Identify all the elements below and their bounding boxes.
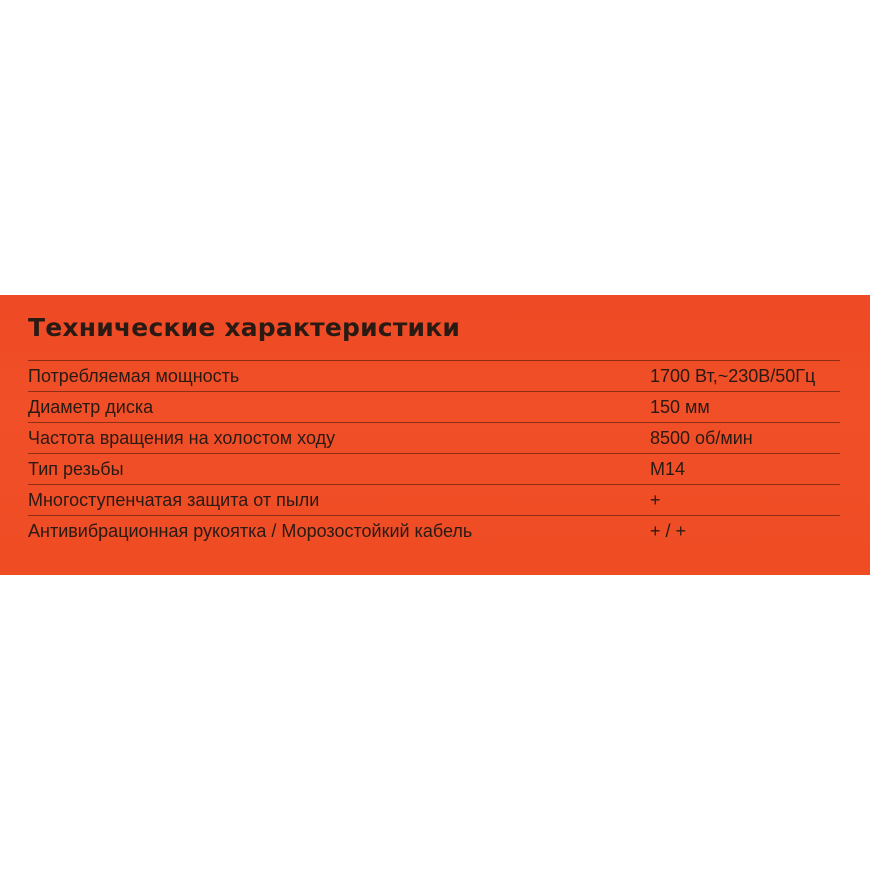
spec-row-power (28, 360, 840, 391)
spec-name: Многоступенчатая защита от пыли (28, 490, 320, 510)
spec-table (28, 360, 840, 546)
spec-row-thread-type (28, 453, 840, 484)
spec-value: M14 (650, 459, 686, 479)
spec-label-panel (0, 295, 870, 575)
spec-value: 1700 Вт,~230В/50Гц (650, 366, 816, 386)
spec-name: Частота вращения на холостом ходу (28, 428, 336, 448)
spec-value: 8500 об/мин (650, 428, 753, 448)
spec-name: Антивибрационная рукоятка / Морозостойкий кабель (28, 521, 473, 541)
spec-title: Технические характеристики (28, 313, 461, 342)
spec-name: Потребляемая мощность (28, 366, 240, 386)
spec-row-dust-protection (28, 484, 840, 515)
spec-value: + / + (650, 521, 687, 541)
spec-value: 150 мм (650, 397, 710, 417)
spec-row-antivibration-cable (28, 515, 840, 546)
spec-name: Диаметр диска (28, 397, 154, 417)
spec-row-idle-speed (28, 422, 840, 453)
spec-value: + (650, 490, 661, 510)
spec-name: Тип резьбы (28, 459, 124, 479)
spec-row-disc-diameter (28, 391, 840, 422)
